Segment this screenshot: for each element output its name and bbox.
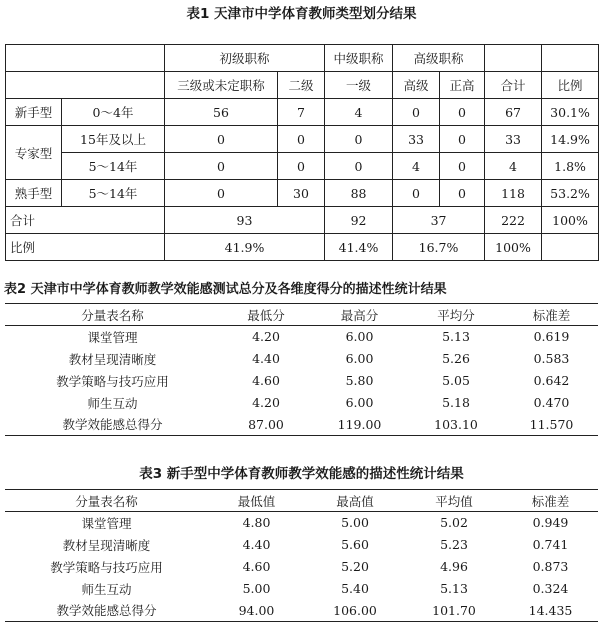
table-cell: 5.02 <box>440 515 468 531</box>
table-cell: 0 <box>165 180 278 207</box>
subscale-name: 教材呈现清晰度 <box>62 537 151 553</box>
table-cell: 101.70 <box>405 600 503 622</box>
table1-corner-cell <box>6 45 165 72</box>
years-label: 5～14年 <box>62 180 165 207</box>
table-cell: 5.26 <box>442 351 470 366</box>
table-cell: 67 <box>485 99 542 126</box>
table-cell: 0 <box>325 153 393 180</box>
table-cell: 14.435 <box>503 600 598 622</box>
table3-title: 表3 新手型中学体育教师教学效能感的描述性统计结果 <box>139 466 464 482</box>
table-cell: 5.23 <box>440 537 468 552</box>
column-header: 标准差 <box>503 490 598 512</box>
table-cell: 5.20 <box>341 559 369 574</box>
column-header: 平均分 <box>407 304 505 326</box>
table-cell: 0 <box>165 126 278 153</box>
table-cell: 0 <box>165 153 278 180</box>
table-cell: 41.9% <box>165 234 325 261</box>
table-cell: 0 <box>440 99 485 126</box>
table1-title: 表1 天津市中学体育教师类型划分结果 <box>186 6 417 22</box>
table-cell: 4.80 <box>242 515 271 531</box>
table-cell: 14.9% <box>542 126 599 153</box>
table1-sub-header: 三级或未定职称 <box>165 72 278 99</box>
subscale-name: 教学策略与技巧应用 <box>56 373 169 389</box>
table-cell: 6.00 <box>345 395 374 410</box>
table-row <box>6 153 599 180</box>
table-cell: 33 <box>393 126 440 153</box>
table-cell: 92 <box>325 207 393 234</box>
table1-sub-header: 高级 <box>393 72 440 99</box>
table-cell: 4 <box>325 99 393 126</box>
column-header: 分量表名称 <box>5 490 208 512</box>
ratio-label: 比例 <box>6 234 165 261</box>
table1-sub-header: 一级 <box>325 72 393 99</box>
table1-empty-cell <box>542 234 599 261</box>
table-cell: 0.583 <box>533 351 570 366</box>
table-cell: 4.60 <box>252 373 280 388</box>
table-cell: 87.00 <box>220 414 312 436</box>
table-cell: 30 <box>278 180 325 207</box>
years-label: 15年及以上 <box>62 126 165 153</box>
table-cell: 5.13 <box>440 581 468 596</box>
table-cell: 0 <box>325 126 393 153</box>
subscale-name: 师生互动 <box>87 395 138 411</box>
column-header: 最低值 <box>208 490 305 512</box>
column-header: 最低分 <box>220 304 312 326</box>
table-cell: 5.05 <box>442 373 470 388</box>
column-header: 平均值 <box>405 490 503 512</box>
table1-group-header: 中级职称 <box>325 45 393 72</box>
table-cell: 100% <box>485 234 542 261</box>
table-cell: 0 <box>440 153 485 180</box>
table-cell: 119.00 <box>312 414 407 436</box>
table-cell: 4.60 <box>242 559 271 574</box>
table-row <box>5 600 598 622</box>
table-cell: 16.7% <box>393 234 485 261</box>
teacher-type-label: 新手型 <box>6 99 62 126</box>
table-cell: 5.80 <box>345 373 374 388</box>
table-cell: 0.619 <box>533 329 570 345</box>
table-row <box>5 348 598 370</box>
table-cell: 5.00 <box>242 581 271 596</box>
table1-sub-header-row <box>6 72 599 99</box>
ratio-row <box>6 234 599 261</box>
table-cell: 0 <box>278 153 325 180</box>
table-cell: 33 <box>485 126 542 153</box>
table1-group-header-row <box>6 45 599 72</box>
table-row <box>6 126 599 153</box>
table1-sub-header: 比例 <box>542 72 599 99</box>
table-cell: 0.470 <box>533 395 570 410</box>
table-cell: 0 <box>440 180 485 207</box>
table-cell: 37 <box>393 207 485 234</box>
table-cell: 93 <box>165 207 325 234</box>
table-cell: 0 <box>393 180 440 207</box>
table-cell: 4.20 <box>252 395 280 410</box>
table-cell: 5.13 <box>442 329 470 345</box>
table-cell: 56 <box>165 99 278 126</box>
table-cell: 5.00 <box>341 515 369 531</box>
table-cell: 106.00 <box>305 600 405 622</box>
teacher-type-label: 熟手型 <box>6 180 62 207</box>
table-cell: 100% <box>542 207 599 234</box>
table-row <box>5 534 598 556</box>
subscale-name: 师生互动 <box>81 581 132 597</box>
teacher-type-table <box>5 44 599 261</box>
table-row <box>5 392 598 414</box>
table-row <box>6 180 599 207</box>
table-row <box>5 326 598 348</box>
table-cell: 5.40 <box>341 581 369 596</box>
table1-empty-cell <box>485 45 542 72</box>
table2-title: 表2 天津市中学体育教师教学效能感测试总分及各维度得分的描述性统计结果 <box>4 282 447 297</box>
column-header: 最高分 <box>312 304 407 326</box>
subscale-name: 教学策略与技巧应用 <box>50 559 163 575</box>
total-label: 合计 <box>6 207 165 234</box>
table-cell: 4 <box>485 153 542 180</box>
table2-header-row <box>5 304 598 326</box>
table-cell: 53.2% <box>542 180 599 207</box>
table-row <box>6 99 599 126</box>
table1-sub-header: 二级 <box>278 72 325 99</box>
subscale-name: 教学效能感总得分 <box>5 600 208 622</box>
table-cell: 0 <box>440 126 485 153</box>
table-row <box>5 578 598 600</box>
table-cell: 4.20 <box>252 329 280 345</box>
table-cell: 41.4% <box>325 234 393 261</box>
table-row <box>5 414 598 436</box>
table-row <box>5 370 598 392</box>
table-cell: 6.00 <box>345 351 374 366</box>
table-cell: 6.00 <box>345 329 374 345</box>
table-row <box>5 512 598 534</box>
table-cell: 0.324 <box>532 581 569 596</box>
subscale-name: 课堂管理 <box>81 515 132 531</box>
subscale-name: 教材呈现清晰度 <box>68 351 157 367</box>
years-label: 5～14年 <box>62 153 165 180</box>
table-cell: 5.60 <box>341 537 369 552</box>
table-cell: 0.642 <box>533 373 570 388</box>
teacher-type-label: 专家型 <box>6 126 62 180</box>
table-cell: 222 <box>485 207 542 234</box>
table-cell: 30.1% <box>542 99 599 126</box>
subscale-name: 教学效能感总得分 <box>5 414 220 436</box>
table1-sub-header: 合计 <box>485 72 542 99</box>
table-cell: 0.741 <box>532 537 569 552</box>
table-cell: 88 <box>325 180 393 207</box>
novice-efficacy-table <box>5 489 598 622</box>
table-cell: 0.873 <box>532 559 569 574</box>
table1-empty-cell <box>542 45 599 72</box>
table1-empty-cell <box>6 72 165 99</box>
efficacy-stats-table <box>5 303 598 436</box>
table-row <box>5 556 598 578</box>
table1-sub-header: 正高 <box>440 72 485 99</box>
total-row <box>6 207 599 234</box>
table-cell: 0 <box>278 126 325 153</box>
table3-header-row <box>5 490 598 512</box>
table-cell: 4 <box>393 153 440 180</box>
table-cell: 1.8% <box>542 153 599 180</box>
years-label: 0～4年 <box>62 99 165 126</box>
column-header: 最高值 <box>305 490 405 512</box>
table1-group-header: 高级职称 <box>393 45 485 72</box>
table-cell: 7 <box>278 99 325 126</box>
table-cell: 4.40 <box>242 537 271 552</box>
column-header: 分量表名称 <box>5 304 220 326</box>
table-cell: 11.570 <box>505 414 598 436</box>
table-cell: 0 <box>393 99 440 126</box>
table-cell: 4.96 <box>440 559 468 574</box>
table-cell: 4.40 <box>252 351 280 366</box>
table1-group-header: 初级职称 <box>165 45 325 72</box>
table-cell: 118 <box>485 180 542 207</box>
column-header: 标准差 <box>505 304 598 326</box>
table-cell: 94.00 <box>208 600 305 622</box>
subscale-name: 课堂管理 <box>87 329 138 345</box>
table-cell: 5.18 <box>442 395 470 410</box>
table-cell: 0.949 <box>532 515 569 531</box>
table-cell: 103.10 <box>407 414 505 436</box>
